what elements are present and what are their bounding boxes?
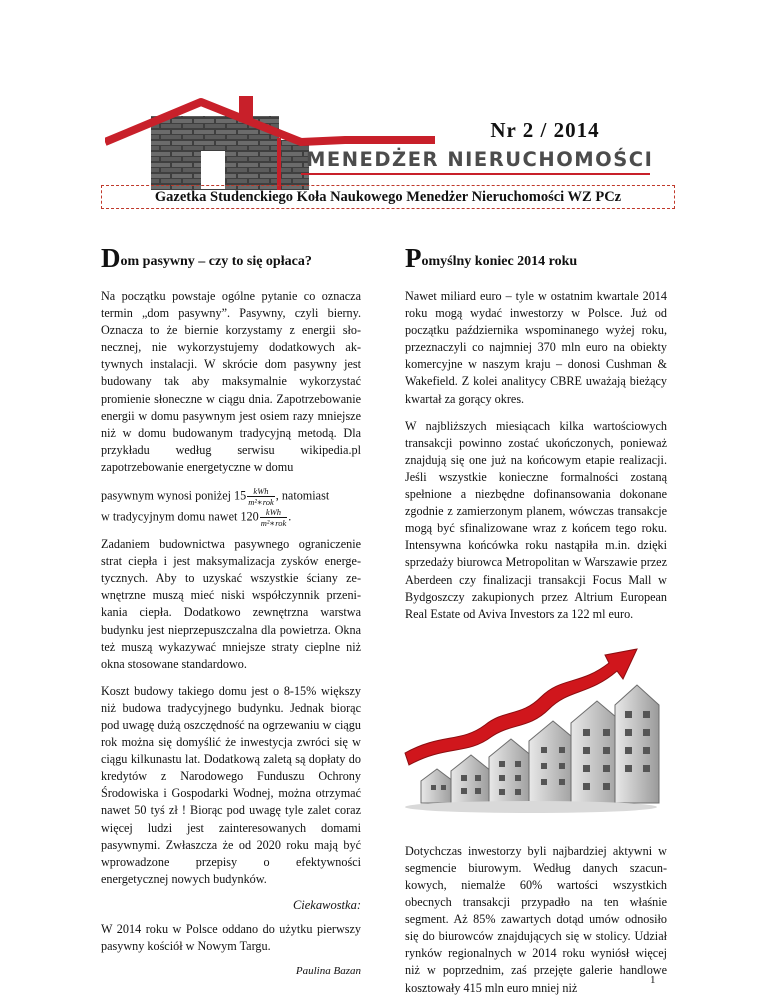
article-title-good-end-2014: Pomyślny koniec 2014 roku <box>405 243 578 273</box>
paragraph: Zadaniem budownictwa pasywnego ograniczenie strat ciepła i jest maksymalizacja zysków energetycznych. Aby to uzyskać wszystkie ściany zewnętrzne muszą mieć niski współczynnik przenikania ciepła. Dodatkowo zewnętrzna warstwa budynku jest nieprzepuszczalna dla powietrza. Okna też muszą wykazywać mniejsze straty cieplne niż okna stosowane standardowo. <box>101 537 361 671</box>
paragraph: W 2014 roku w Polsce oddano do użytku pierwszy pasywny kościół w Nowym Targu. <box>101 921 361 953</box>
formula-line: w tradycyjnym domu nawet 120 $\frac{\text{kWh}}{\text{m²∗rok}}$ . <box>101 507 292 529</box>
brand-name: MENEDŻER NIERUCHOMOŚCI <box>306 148 654 171</box>
formula-line: pasywnym wynosi poniżej 15 $\frac{\text{kWh}}{\text{m²∗rok}}$ , natomiast <box>101 486 330 508</box>
paragraph: Dotychczas inwestorzy byli najbardziej aktywni w segmencie biurowym. Według danych szacunkowych, niemalże 60% wartości wszystkich obecnych transakcji przypadło na ten właśnie segment. Aż 85% zawartych dotąd umów odnosiło się do biurowców znajdujących się w stolicy. Udział rynków regionalnych w 2014 roku wyniósł więcej niż w poprzednim, zaś przejęte galerie handlowe kosztowały 415 mln euro mniej niż <box>405 843 667 995</box>
paragraph: Koszt budowy takiego domu jest o 8-15% większy niż budowa tradycyjnego budynku. Jednak biorąc pod uwagę dużą oszczędność na ogrzewaniu w ciągu rok można się domyślić że inwestycja zwróci się w ciągu kilkunastu lat. Dodatkową zaletą są dopłaty do kredytów z Narodowego Funduszu Ochrony Środowiska i Gospodarki Wodnej, można otrzymać nawet 50 tyś zł ! Biorąc pod uwagę tyle zalet coraz więcej ludzi jest zainteresowanych domami pasywnymi. Zwłaszcza że od 2020 roku mają być wprowadzone przepisy o efektywności energetycznej nowych budynków. <box>101 683 361 886</box>
issue-number: Nr 2 / 2014 <box>490 118 600 142</box>
fraction: $\frac{\text{kWh}}{\text{m²∗rok}}$ <box>248 486 274 508</box>
paragraph: Na początku powstaje ogólne pytanie co oznacza termin „dom pasywny”. Pasywny, czyli bierny. Oznacza to że biernie korzystamy z energii słonecznej, nie wykorzystujemy dodatkowych aktywnych instalacji. W skrócie dom pasywny jest budowany tak aby maksymalnie wykorzystać promienie słoneczne w ciągu dnia. Zapotrzebowanie energii w domu pasywnym jest osiem razy mniejsze niż w domu budowanym tradycyjną metodą. Dla przykładu według serwisu wikipedia.pl zapotrzebowanie energetyczne w domu <box>101 289 361 474</box>
rising-arrow-houses-illustration <box>401 633 663 823</box>
house-roof-logo-icon <box>105 96 665 196</box>
left-column <box>101 244 361 977</box>
author-name: Paulina Bazan <box>295 965 361 978</box>
right-column <box>405 244 667 1007</box>
fraction: $\frac{\text{kWh}}{\text{m²∗rok}}$ <box>260 507 287 529</box>
paragraph: Nawet miliard euro – tyle w ostatnim kwartale 2014 roku mogą wydać inwestorzy w Polsce. Już od początku października wspominanego wyżej roku, przeznaczyli co najmniej 370 mln euro na obiekty komercyjne w naszym kraju – donosi Cushman & Wakefield. Z kolei analitycy CBRE uważają bieżący kwartał za gorący okres. <box>405 289 667 406</box>
article-title-passive-house: Dom pasywny – czy to się opłaca? <box>101 243 312 273</box>
gazette-subtitle: Gazetka Studenckiego Koła Naukowego Menedżer Nieruchomości WZ PCz <box>101 185 675 209</box>
curiosity-heading: Ciekawostka: <box>292 897 361 912</box>
paragraph: W najbliższych miesiącach kilka wartościowych transakcji powinno zostać ukończonych, ponieważ znajdują się one już na końcowym etapie realizacji. Jeśli wszystkie konieczne formalności zostaną spełnione a niezbędne dofinansowania dokonane zgodnie z zamierzonym planem, wówczas transakcje mogą być sfinalizowane wraz z końcem tego roku. Intensywna końcówka roku nastąpiła m.in. dzięki sprzedaży biurowca Metropolitan w Warszawie przez Aberdeen czy finalizacji transakcji Focus Mall w Bydgoszczy zakupionych przez Altrium European Real Estate od Aviva Investors za 122 ml euro. <box>405 418 667 621</box>
page-number: 1 <box>650 974 656 986</box>
